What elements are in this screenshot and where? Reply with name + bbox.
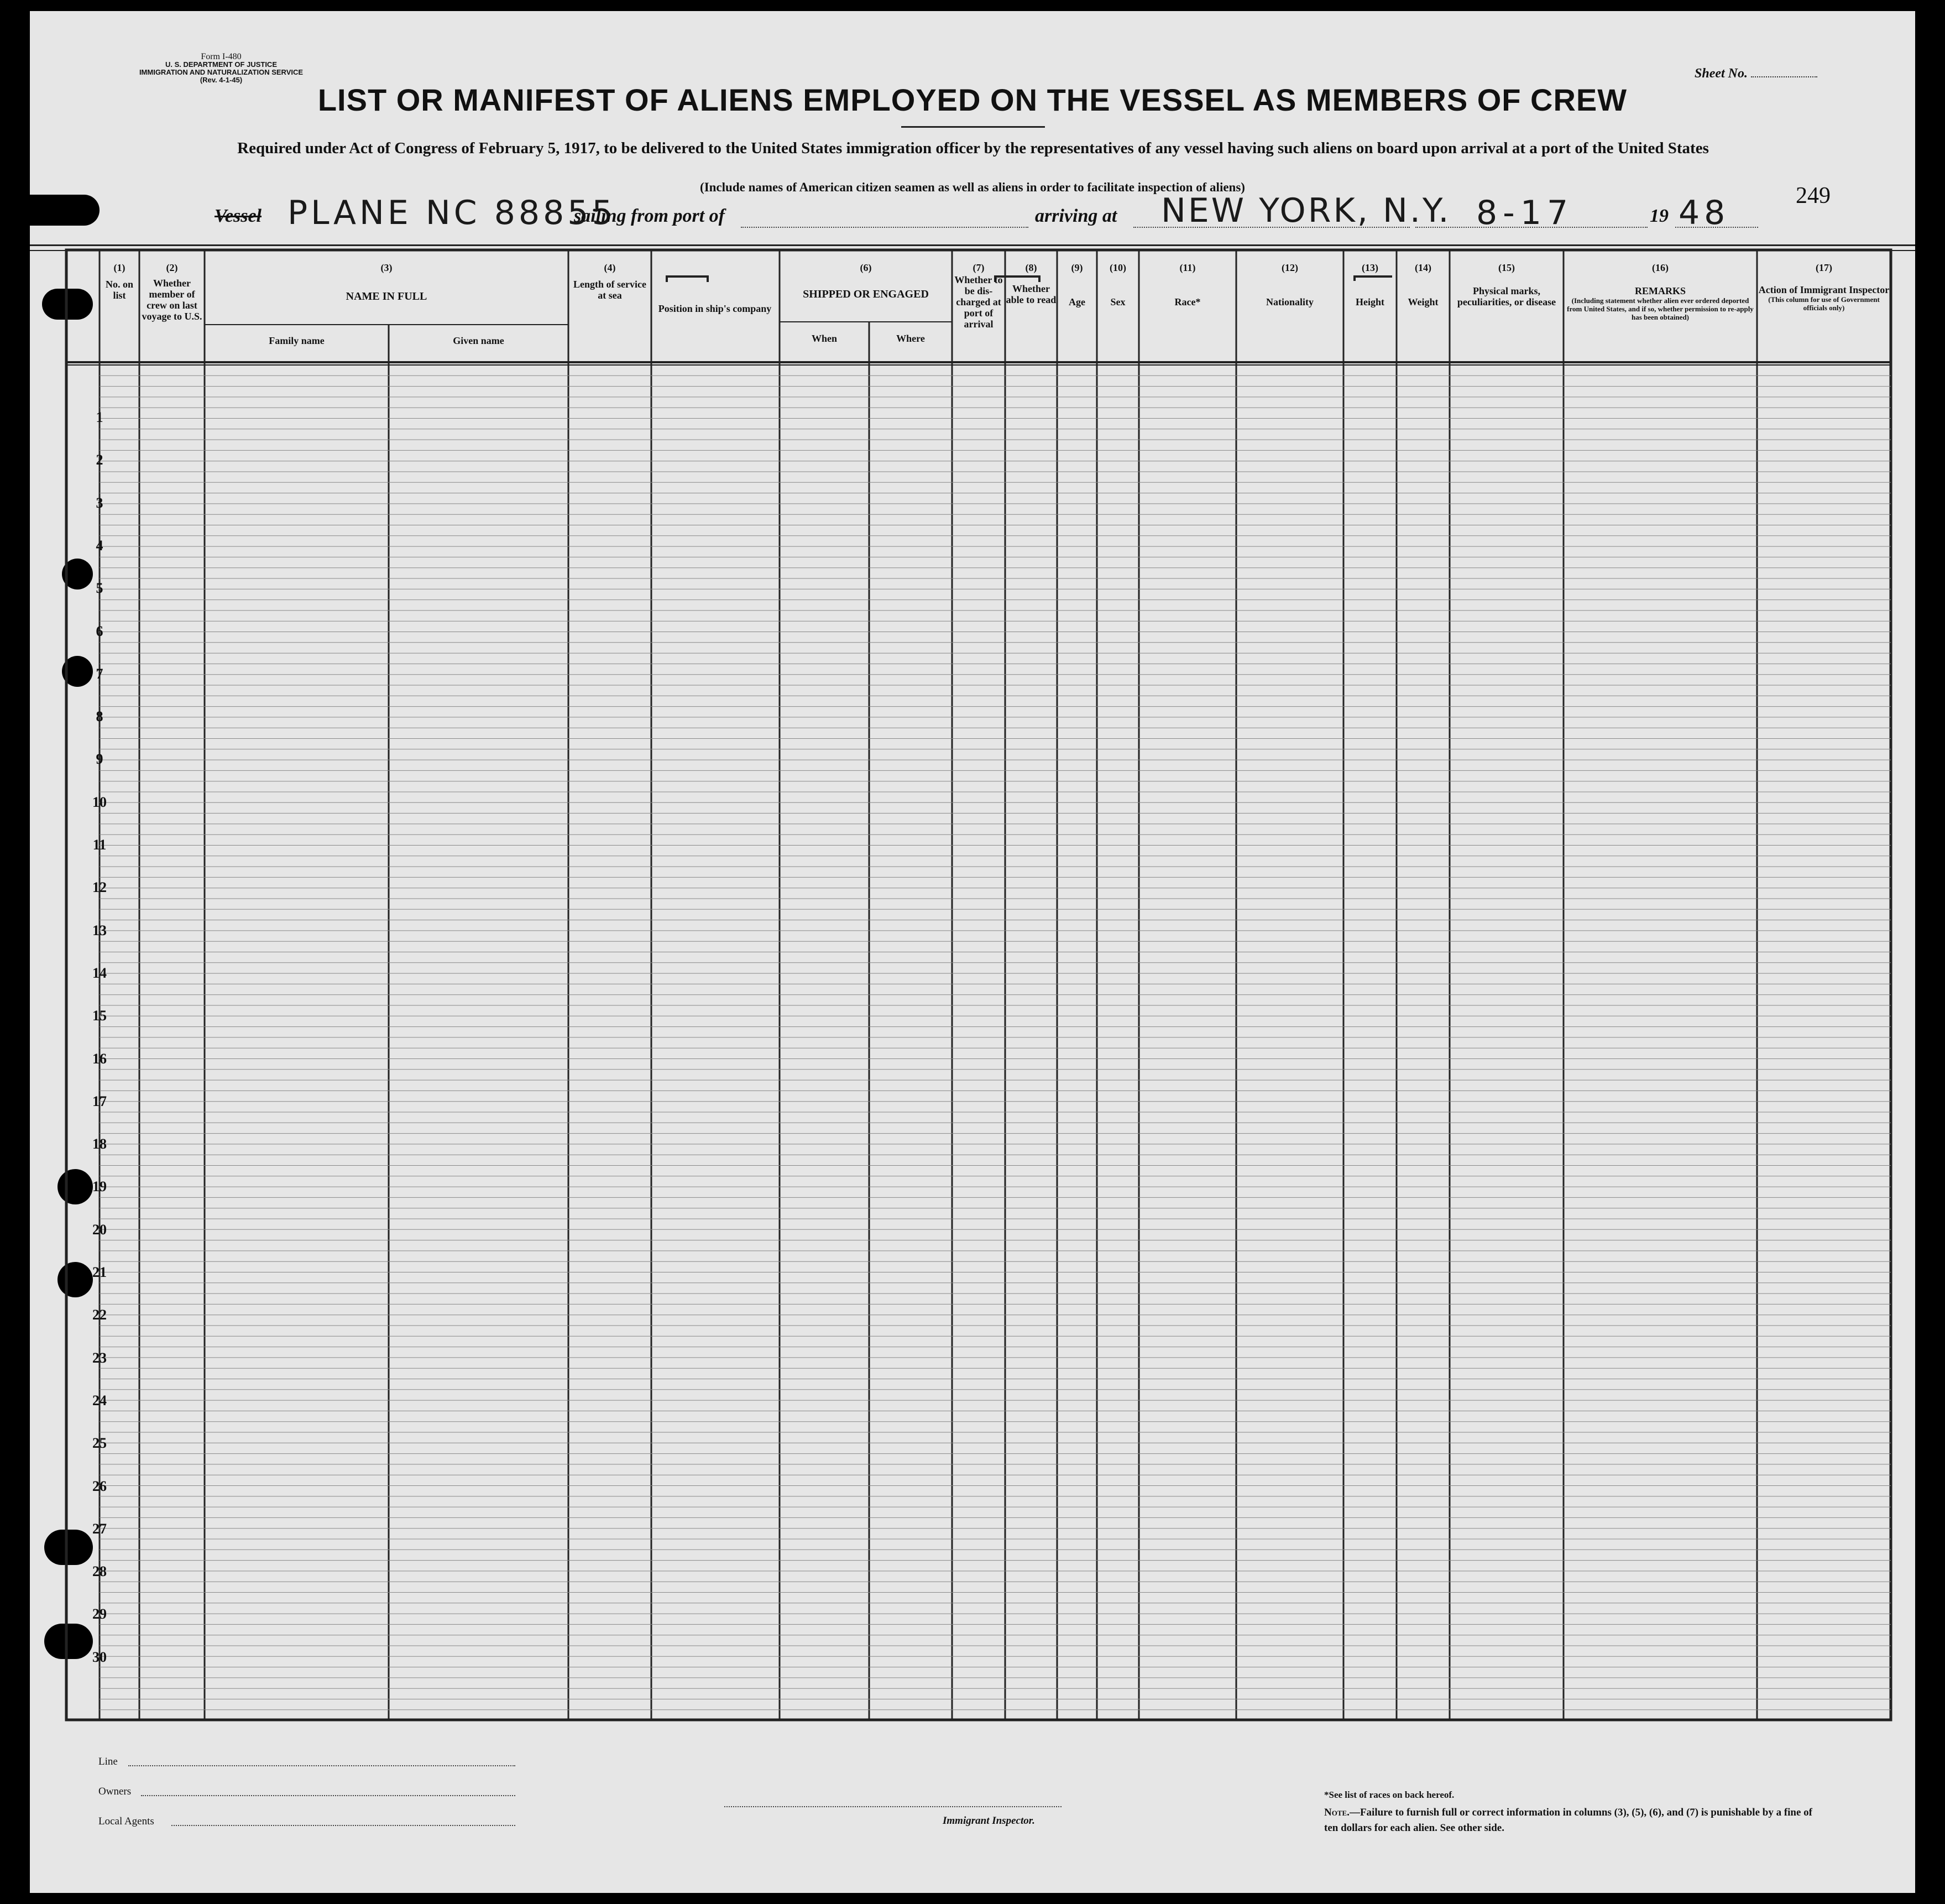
row-number: 23 xyxy=(92,1349,107,1366)
inspector-signature-field[interactable] xyxy=(724,1806,1062,1807)
col-header-7: (7) Whether to be dis-charged at port of arrival xyxy=(954,262,1003,330)
row-number: 29 xyxy=(92,1606,107,1623)
col-header-when: When xyxy=(811,333,837,344)
col-header-family-name: Family name xyxy=(269,335,325,346)
form-subtitle: Required under Act of Congress of February 5, 1917, to be delivered to the United States immigration officer by the representatives of any vessel having such aliens on board upon arrival at a port of the United States xyxy=(237,139,1709,157)
row-number: 19 xyxy=(92,1178,107,1195)
row-number: 15 xyxy=(92,1008,107,1024)
department-name: U. S. DEPARTMENT OF JUSTICE xyxy=(165,60,277,69)
row-number: 28 xyxy=(92,1563,107,1580)
local-agents-field[interactable] xyxy=(171,1825,515,1826)
row-number: 2 xyxy=(96,452,103,468)
row-number: 9 xyxy=(96,751,103,768)
col-header-14: (14) Weight xyxy=(1408,262,1439,307)
row-number: 6 xyxy=(96,623,103,639)
form-number: Form I-480 xyxy=(201,52,242,61)
row-number: 26 xyxy=(92,1478,107,1494)
col-header-3: (3) NAME IN FULL xyxy=(346,262,427,302)
col-header-11: (11) Race* xyxy=(1174,262,1201,307)
row-number: 4 xyxy=(96,537,103,554)
penalty-note: Note.—Failure to furnish full or correct information in columns (3), (5), (6), and (7) is punishable by a fine of ten dollars for each alien. See other side. xyxy=(1324,1807,1813,1834)
page-title: LIST OR MANIFEST OF ALIENS EMPLOYED ON THE VESSEL AS MEMBERS OF CREW xyxy=(317,82,1628,117)
date-value[interactable]: 8-17 xyxy=(1476,194,1574,232)
col-header-13: (13) Height xyxy=(1356,262,1384,307)
vessel-name-value[interactable]: PLANE NC 88855 xyxy=(287,194,616,232)
row-number: 11 xyxy=(92,837,107,853)
owners-label: Owners xyxy=(98,1786,132,1797)
arriving-at-label: arriving at xyxy=(1035,206,1117,226)
col-header-where: Where xyxy=(896,333,925,344)
local-agents-label: Local Agents xyxy=(98,1816,154,1827)
row-number: 18 xyxy=(92,1136,107,1152)
row-number: 14 xyxy=(92,964,107,981)
row-number: 8 xyxy=(96,708,103,725)
row-number: 21 xyxy=(92,1264,107,1280)
row-number: 16 xyxy=(92,1050,107,1067)
service-name: IMMIGRATION AND NATURALIZATION SERVICE xyxy=(139,68,304,76)
line-field[interactable] xyxy=(128,1765,515,1766)
col-header-5: Position in ship's company xyxy=(658,303,772,314)
row-number: 25 xyxy=(92,1435,107,1452)
col-header-2: (2) Whether member of crew on last voyage to U.S. xyxy=(142,262,202,322)
row-number: 3 xyxy=(96,494,103,511)
sheet-number-label: Sheet No. xyxy=(1695,66,1748,81)
row-number: 12 xyxy=(92,879,107,896)
form-instructions: (Include names of American citizen seamen as well as aliens in order to facilitate inspection of aliens) xyxy=(700,180,1245,194)
row-number: 5 xyxy=(96,580,103,597)
races-note: *See list of races on back hereof. xyxy=(1324,1790,1455,1800)
row-number: 1 xyxy=(96,409,103,425)
row-number: 20 xyxy=(92,1221,107,1238)
row-number: 17 xyxy=(92,1093,107,1109)
immigrant-inspector-label: Immigrant Inspector. xyxy=(943,1815,1035,1827)
line-label: Line xyxy=(98,1756,118,1767)
vessel-label: Vessel xyxy=(215,206,262,226)
col-header-8: (8) Whether able to read xyxy=(1006,262,1057,305)
row-number: 30 xyxy=(92,1649,107,1665)
row-number: 7 xyxy=(96,665,103,682)
row-number: 27 xyxy=(92,1520,107,1537)
arriving-at-value[interactable]: NEW YORK, N.Y. xyxy=(1161,191,1451,230)
col-header-given-name: Given name xyxy=(453,335,504,346)
row-number: 24 xyxy=(92,1392,107,1409)
row-number: 13 xyxy=(92,922,107,938)
form-revision: (Rev. 4-1-45) xyxy=(200,76,243,84)
col-header-16: (16) REMARKS (Including statement whether alien ever ordered deported from United States, and if so, whether permission to re-apply has been obtained) xyxy=(1567,262,1754,321)
owners-field[interactable] xyxy=(141,1795,515,1796)
year-value[interactable]: 48 xyxy=(1679,194,1730,232)
sailing-from-label: sailing from port of xyxy=(574,206,725,226)
row-number: 22 xyxy=(92,1307,107,1323)
col-header-10: (10) Sex xyxy=(1110,262,1126,307)
col-header-1: (1) No. on list xyxy=(105,262,133,301)
col-header-9: (9) Age xyxy=(1069,262,1085,307)
year-prefix: 19 xyxy=(1650,206,1669,226)
row-number: 10 xyxy=(92,794,107,810)
col-header-12: (12) Nationality xyxy=(1266,262,1314,307)
stamp-number: 249 xyxy=(1796,183,1831,208)
col-header-6: (6) SHIPPED OR ENGAGED xyxy=(803,262,929,300)
col-header-15: (15) Physical marks, peculiarities, or disease xyxy=(1457,262,1556,307)
col-header-17: (17) Action of Immigrant Inspector (This column for use of Government officials only) xyxy=(1758,262,1890,312)
col-header-4: (4) Length of service at sea xyxy=(573,262,646,301)
